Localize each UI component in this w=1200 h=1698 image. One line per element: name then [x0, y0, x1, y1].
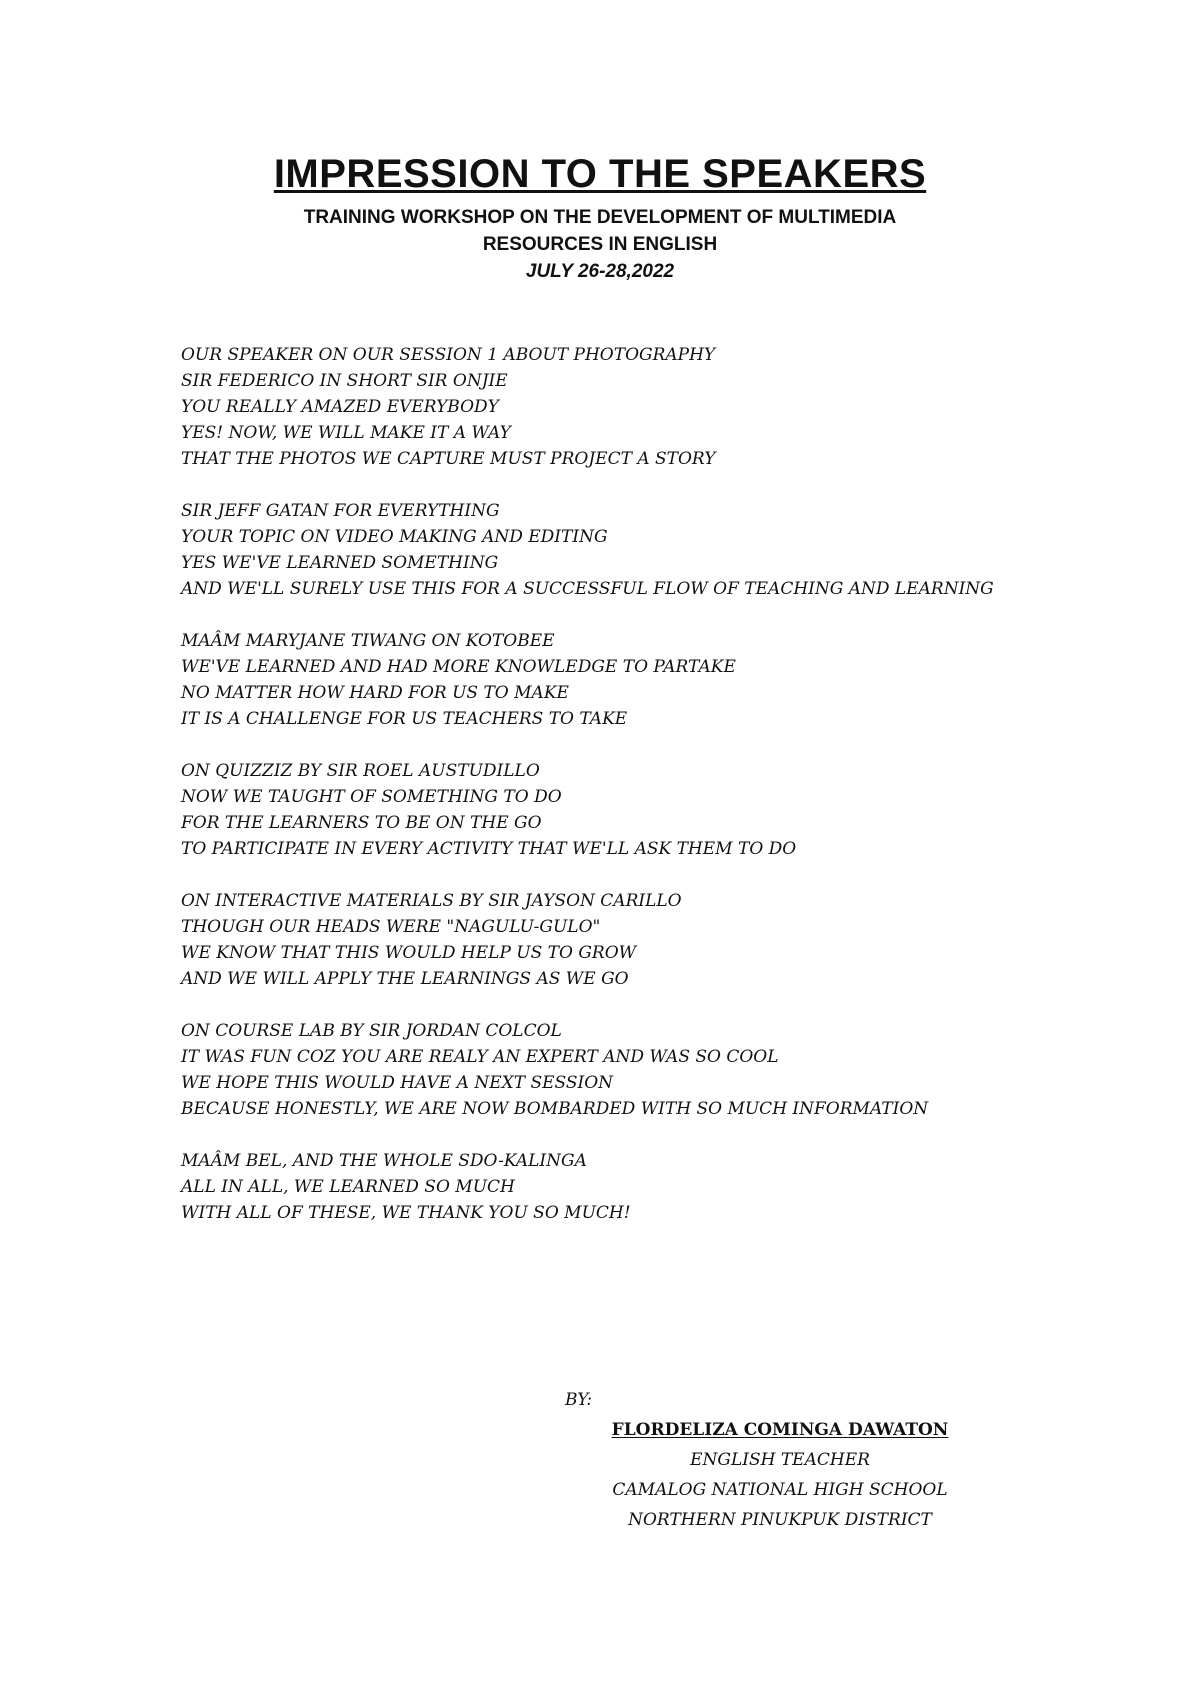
poem-line: FOR THE LEARNERS TO BE ON THE GO [181, 813, 542, 833]
stanza [181, 628, 1081, 732]
stanza [181, 342, 1081, 472]
subtitle-line-2: RESOURCES IN ENGLISH [482, 234, 718, 255]
poem-line: ON QUIZZIZ BY SIR ROEL AUSTUDILLO [181, 761, 540, 781]
poem-line: OUR SPEAKER ON OUR SESSION 1 ABOUT PHOTOGRAPHY [181, 345, 716, 365]
poem-line: ALL IN ALL, WE LEARNED SO MUCH [181, 1177, 515, 1197]
stanza [181, 1018, 1081, 1122]
stanza [181, 888, 1081, 992]
by-label: BY: [565, 1390, 593, 1410]
poem-line: BECAUSE HONESTLY, WE ARE NOW BOMBARDED WITH SO MUCH INFORMATION [181, 1099, 929, 1119]
poem-line: NOW WE TAUGHT OF SOMETHING TO DO [181, 787, 562, 807]
poem-line: TO PARTICIPATE IN EVERY ACTIVITY THAT WE'LL ASK THEM TO DO [181, 839, 797, 859]
stanza [181, 1148, 1081, 1226]
poem-line: MAÂM MARYJANE TIWANG ON KOTOBEE [181, 631, 555, 651]
poem-line: YES WE'VE LEARNED SOMETHING [181, 553, 499, 573]
poem [181, 342, 1081, 1226]
poem-line: THAT THE PHOTOS WE CAPTURE MUST PROJECT A STORY [181, 449, 716, 469]
author-details [580, 1415, 980, 1535]
poem-line: AND WE WILL APPLY THE LEARNINGS AS WE GO [181, 969, 629, 989]
poem-line: NO MATTER HOW HARD FOR US TO MAKE [181, 683, 569, 703]
poem-line: MAÂM BEL, AND THE WHOLE SDO-KALINGA [181, 1151, 587, 1171]
author-position: ENGLISH TEACHER [690, 1450, 870, 1470]
poem-line: SIR FEDERICO IN SHORT SIR ONJIE [181, 371, 508, 391]
poem-line: SIR JEFF GATAN FOR EVERYTHING [181, 501, 500, 521]
poem-line: WITH ALL OF THESE, WE THANK YOU SO MUCH! [181, 1203, 631, 1223]
poem-line: YOU REALLY AMAZED EVERYBODY [181, 397, 499, 417]
poem-line: IT IS A CHALLENGE FOR US TEACHERS TO TAKE [181, 709, 628, 729]
author-school: CAMALOG NATIONAL HIGH SCHOOL [612, 1480, 948, 1500]
poem-line: YES! NOW, WE WILL MAKE IT A WAY [181, 423, 511, 443]
subtitle-line-1: TRAINING WORKSHOP ON THE DEVELOPMENT OF MULTIMEDIA [303, 207, 897, 228]
poem-line: ON INTERACTIVE MATERIALS BY SIR JAYSON CARILLO [181, 891, 682, 911]
event-date: JULY 26-28,2022 [525, 261, 675, 282]
page-title: IMPRESSION TO THE SPEAKERS [273, 152, 927, 196]
poem-line: WE KNOW THAT THIS WOULD HELP US TO GROW [181, 943, 637, 963]
stanza [181, 758, 1081, 862]
poem-line: WE'VE LEARNED AND HAD MORE KNOWLEDGE TO PARTAKE [181, 657, 736, 677]
poem-line: WE HOPE THIS WOULD HAVE A NEXT SESSION [181, 1073, 614, 1093]
poem-line: THOUGH OUR HEADS WERE "NAGULU-GULO" [181, 917, 601, 937]
author-district: NORTHERN PINUKPUK DISTRICT [628, 1510, 932, 1530]
stanza [181, 498, 1081, 602]
poem-line: ON COURSE LAB BY SIR JORDAN COLCOL [181, 1021, 562, 1041]
poem-line: IT WAS FUN COZ YOU ARE REALY AN EXPERT AND WAS SO COOL [181, 1047, 779, 1067]
poem-line: YOUR TOPIC ON VIDEO MAKING AND EDITING [181, 527, 608, 547]
author-name: FLORDELIZA COMINGA DAWATON [611, 1420, 949, 1440]
poem-line: AND WE'LL SURELY USE THIS FOR A SUCCESSFUL FLOW OF TEACHING AND LEARNING [181, 579, 994, 599]
